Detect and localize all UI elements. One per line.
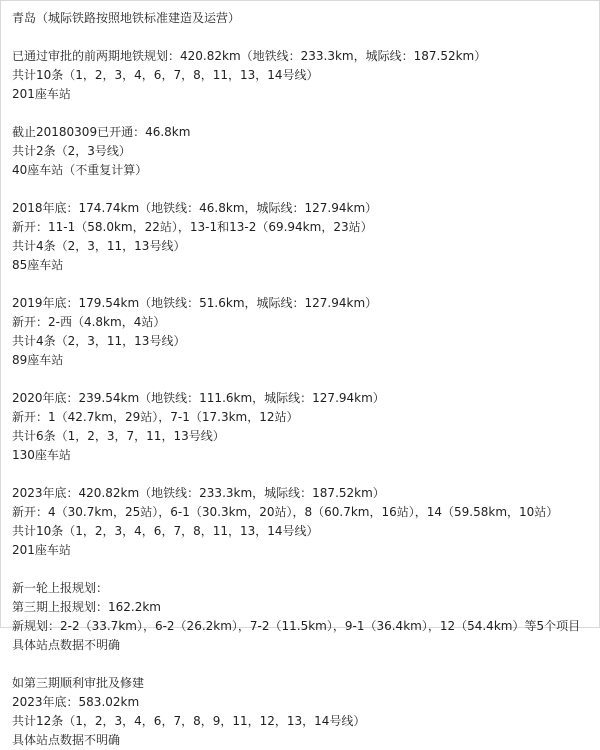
end-2019-lines: 共计4条（2，3，11，13号线） bbox=[12, 334, 186, 348]
phase-3-stations-note: 具体站点数据不明确 bbox=[12, 638, 121, 652]
spacer bbox=[12, 104, 597, 123]
end-2020-stations: 130座车站 bbox=[12, 448, 71, 462]
spacer bbox=[12, 180, 597, 199]
if-approved-heading: 如第三期顺利审批及修建 bbox=[12, 676, 145, 690]
opened-length: 截止20180309已开通：46.8km bbox=[12, 125, 191, 139]
end-2020-length: 2020年底：239.54km（地铁线：111.6km，城际线：127.94km） bbox=[12, 391, 385, 405]
spacer bbox=[12, 465, 597, 484]
spacer bbox=[12, 28, 597, 47]
if-approved-length: 2023年底：583.02km bbox=[12, 695, 140, 709]
end-2020-new: 新开：1（42.7km，29站），7-1（17.3km，12站） bbox=[12, 410, 299, 424]
end-2023-lines: 共计10条（1，2，3，4，6，7，8，11，13，14号线） bbox=[12, 524, 319, 538]
approved-plan-stations: 201座车站 bbox=[12, 87, 71, 101]
note-body bbox=[12, 9, 597, 750]
end-2023-new: 新开：4（30.7km，25站），6-1（30.3km，20站），8（60.7km，16站），14（59.58km，10站） bbox=[12, 505, 559, 519]
if-approved-lines: 共计12条（1，2，3，4，6，7，8，9，11，12，13，14号线） bbox=[12, 714, 366, 728]
end-2019-stations: 89座车站 bbox=[12, 353, 64, 367]
end-2018-length: 2018年底：174.74km（地铁线：46.8km，城际线：127.94km） bbox=[12, 201, 378, 215]
phase-3-length: 第三期上报规划：162.2km bbox=[12, 600, 161, 614]
opened-stations: 40座车站（不重复计算） bbox=[12, 163, 148, 177]
end-2019-length: 2019年底：179.54km（地铁线：51.6km，城际线：127.94km） bbox=[12, 296, 378, 310]
end-2018-stations: 85座车站 bbox=[12, 258, 64, 272]
approved-plan-lines: 共计10条（1，2，3，4，6，7，8，11，13，14号线） bbox=[12, 68, 319, 82]
spacer bbox=[12, 370, 597, 389]
note-title: 青岛（城际铁路按照地铁标准建造及运营） bbox=[12, 11, 241, 25]
spacer bbox=[12, 655, 597, 674]
opened-lines: 共计2条（2，3号线） bbox=[12, 144, 131, 158]
if-approved-stations-note: 具体站点数据不明确 bbox=[12, 733, 121, 747]
end-2019-new: 新开：2-西（4.8km，4站） bbox=[12, 315, 166, 329]
end-2018-lines: 共计4条（2，3，11，13号线） bbox=[12, 239, 186, 253]
new-round-heading: 新一轮上报规划： bbox=[12, 581, 109, 595]
end-2023-stations: 201座车站 bbox=[12, 543, 71, 557]
phase-3-projects: 新规划：2-2（33.7km），6-2（26.2km），7-2（11.5km），9-1（36.4km），12（54.4km）等5个项目 bbox=[12, 619, 581, 633]
spacer bbox=[12, 560, 597, 579]
spacer bbox=[12, 275, 597, 294]
end-2018-new: 新开：11-1（58.0km，22站），13-1和13-2（69.94km，23站） bbox=[12, 220, 373, 234]
end-2023-length: 2023年底：420.82km（地铁线：233.3km，城际线：187.52km） bbox=[12, 486, 385, 500]
end-2020-lines: 共计6条（1，2，3，7，11，13号线） bbox=[12, 429, 225, 443]
approved-plan-length: 已通过审批的前两期地铁规划：420.82km（地铁线：233.3km，城际线：187.52km） bbox=[12, 49, 487, 63]
